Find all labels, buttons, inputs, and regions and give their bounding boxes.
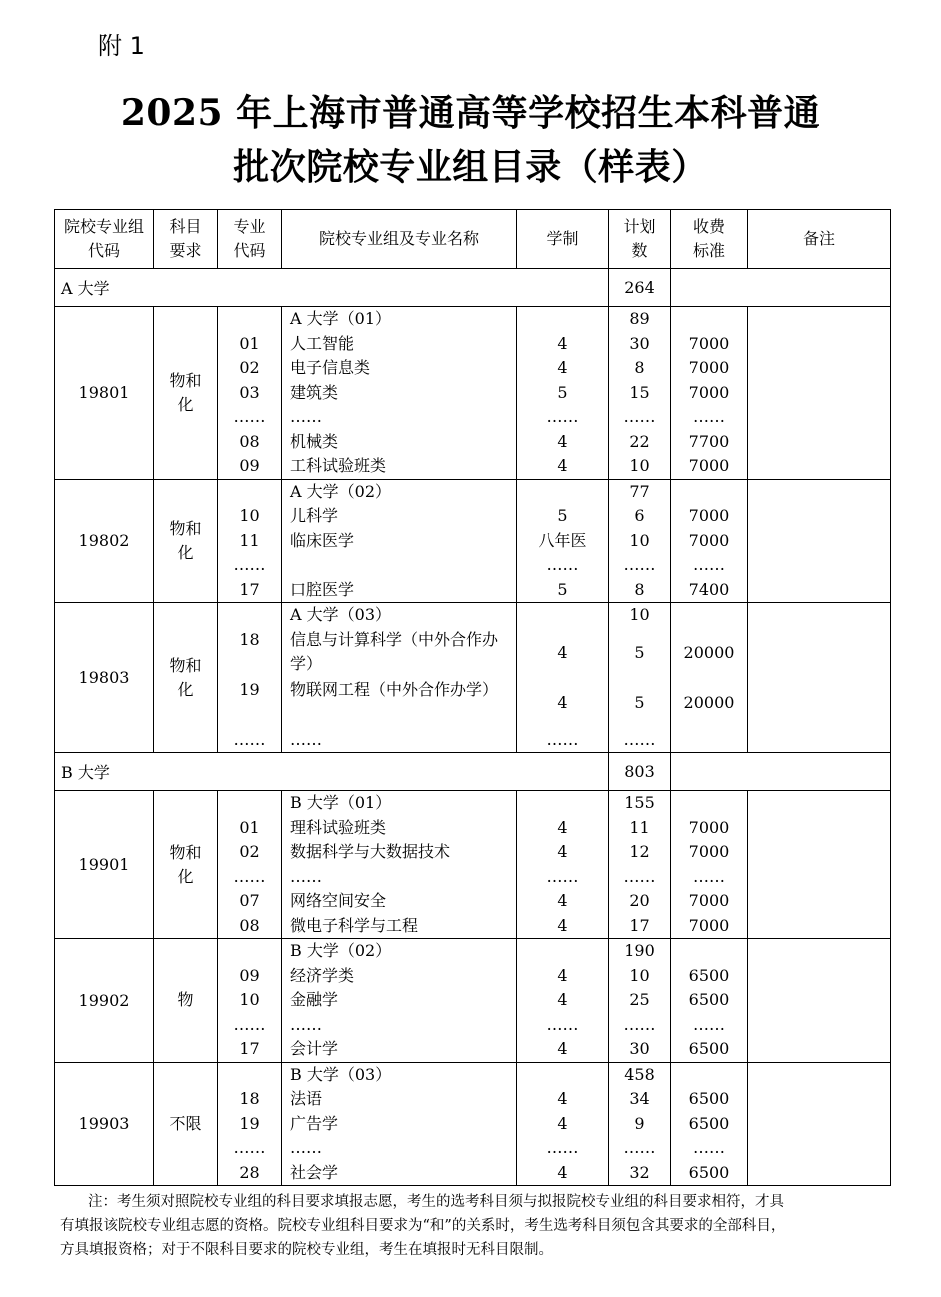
major-duration: …… bbox=[546, 729, 579, 749]
remark-cell bbox=[748, 479, 891, 603]
major-plan: 20 bbox=[629, 891, 650, 910]
subject-text: 物和化 bbox=[169, 655, 202, 699]
subject-text: 不限 bbox=[169, 1113, 202, 1133]
major-plan: 9 bbox=[634, 1113, 645, 1133]
major-duration: 4 bbox=[557, 1039, 568, 1058]
major-fee: 7400 bbox=[688, 579, 730, 599]
blank-line bbox=[671, 307, 747, 332]
blank-line bbox=[517, 791, 608, 816]
header-major-code: 专业代码 bbox=[218, 210, 282, 269]
major-code: 01 bbox=[239, 333, 260, 353]
plan-cell bbox=[609, 791, 671, 939]
major-code: …… bbox=[233, 1138, 266, 1157]
plan-cell bbox=[609, 479, 671, 603]
duration-cell bbox=[517, 307, 609, 480]
major-code: 02 bbox=[239, 358, 260, 377]
major-plan: 25 bbox=[629, 990, 650, 1009]
header-remark: 备注 bbox=[748, 210, 891, 269]
major-plan: …… bbox=[623, 1138, 656, 1157]
major-fee: 6500 bbox=[688, 1162, 730, 1182]
major-code: 02 bbox=[239, 842, 260, 861]
blank-line bbox=[517, 939, 608, 964]
major-name bbox=[282, 553, 516, 578]
major-plan: 10 bbox=[629, 530, 650, 550]
major-code-cell bbox=[218, 939, 282, 1063]
blank-line bbox=[517, 480, 608, 505]
footnote-line-2: 有填报该院校专业组志愿的资格。院校专业组科目要求为“和”的关系时，考生选考科目须包含其要求的全部科目， bbox=[60, 1218, 786, 1234]
duration-cell bbox=[517, 791, 609, 939]
remark-cell bbox=[748, 939, 891, 1063]
major-name: 社会学 bbox=[290, 1162, 339, 1182]
major-code: …… bbox=[233, 866, 266, 886]
major-duration: 4 bbox=[557, 431, 568, 451]
major-fee: 20000 bbox=[683, 692, 735, 712]
duration-cell bbox=[517, 1062, 609, 1186]
major-fee: …… bbox=[693, 866, 725, 886]
major-duration: …… bbox=[546, 1138, 579, 1157]
major-fee: 6500 bbox=[688, 990, 730, 1009]
major-code: 17 bbox=[239, 1039, 260, 1058]
attachment-label: 附 1 bbox=[98, 32, 145, 60]
major-fee: 7000 bbox=[688, 333, 730, 353]
fee-cell bbox=[671, 479, 748, 603]
major-duration: 4 bbox=[557, 891, 568, 910]
major-fee: …… bbox=[693, 407, 725, 426]
remark-cell bbox=[748, 603, 891, 753]
major-duration: 5 bbox=[557, 382, 568, 402]
university-row bbox=[55, 753, 891, 791]
blank-line bbox=[671, 939, 747, 964]
header-subject: 科目要求 bbox=[154, 210, 218, 269]
major-plan: 10 bbox=[629, 456, 650, 475]
blank-line bbox=[218, 939, 281, 964]
group-row bbox=[55, 791, 891, 939]
major-name: 儿科学 bbox=[290, 506, 339, 525]
major-plan: …… bbox=[623, 866, 656, 886]
subject-requirement bbox=[154, 791, 218, 939]
major-code: 01 bbox=[239, 817, 260, 837]
major-name: 数据科学与大数据技术 bbox=[290, 842, 451, 861]
major-plan: 8 bbox=[634, 579, 645, 599]
major-name-cell bbox=[282, 791, 517, 939]
major-code: 19 bbox=[239, 1113, 260, 1133]
major-code: 10 bbox=[239, 506, 260, 525]
duration-cell bbox=[517, 479, 609, 603]
major-name: 临床医学 bbox=[290, 530, 355, 550]
major-plan: 5 bbox=[634, 642, 645, 662]
remark-cell bbox=[748, 791, 891, 939]
major-code: …… bbox=[233, 407, 266, 426]
major-fee: 7000 bbox=[688, 506, 730, 525]
catalog-table bbox=[54, 209, 891, 1186]
major-name: …… bbox=[290, 866, 322, 886]
major-plan: …… bbox=[623, 729, 656, 749]
document-title-line-2: 批次院校专业组目录（样表） bbox=[233, 146, 708, 188]
major-fee: 7000 bbox=[688, 817, 730, 837]
major-name: 工科试验班类 bbox=[290, 456, 387, 475]
major-name: 机械类 bbox=[290, 431, 339, 451]
major-code: 09 bbox=[239, 456, 260, 475]
major-duration: 4 bbox=[557, 692, 568, 712]
major-code: 08 bbox=[239, 915, 260, 935]
major-fee: 6500 bbox=[688, 1039, 730, 1058]
major-plan: …… bbox=[623, 555, 656, 574]
major-name-cell bbox=[282, 479, 517, 603]
university-name: B 大学 bbox=[55, 753, 609, 791]
group-title: B 大学（02） bbox=[290, 941, 392, 960]
major-plan: 17 bbox=[629, 915, 650, 935]
major-duration: …… bbox=[546, 1014, 579, 1034]
major-fee: 6500 bbox=[688, 965, 730, 985]
major-fee: 7000 bbox=[688, 358, 730, 377]
group-title: A 大学（02） bbox=[290, 481, 392, 501]
blank-line bbox=[671, 480, 747, 505]
plan-cell bbox=[609, 603, 671, 753]
group-row bbox=[55, 939, 891, 1063]
major-duration: 4 bbox=[557, 1089, 568, 1108]
blank-line bbox=[671, 603, 747, 628]
major-name: 物联网工程（中外合作办学） bbox=[290, 679, 499, 699]
group-title: A 大学（01） bbox=[290, 309, 392, 328]
major-duration: 4 bbox=[557, 915, 568, 935]
major-code: 08 bbox=[239, 431, 260, 451]
header-plan: 计划数 bbox=[609, 210, 671, 269]
major-code: …… bbox=[233, 1014, 266, 1034]
blank-line bbox=[218, 791, 281, 816]
major-plan: 6 bbox=[634, 506, 645, 525]
major-code: 10 bbox=[239, 990, 260, 1009]
major-name: 经济学类 bbox=[290, 965, 355, 985]
major-plan: 12 bbox=[629, 842, 650, 861]
subject-requirement bbox=[154, 479, 218, 603]
major-name-cell bbox=[282, 1062, 517, 1186]
major-code-cell bbox=[218, 307, 282, 480]
university-row-blank bbox=[671, 269, 891, 307]
footnote-line-3: 方具填报资格；对于不限科目要求的院校专业组，考生在填报时无科目限制。 bbox=[60, 1242, 553, 1258]
remark-cell bbox=[748, 307, 891, 480]
plan-cell bbox=[609, 307, 671, 480]
header-row bbox=[55, 210, 891, 269]
header-group-code: 院校专业组代码 bbox=[55, 210, 154, 269]
major-code: …… bbox=[233, 555, 266, 574]
major-plan: 32 bbox=[629, 1162, 650, 1182]
major-duration: …… bbox=[546, 407, 579, 426]
major-plan: 34 bbox=[629, 1089, 650, 1108]
blank-line bbox=[671, 791, 747, 816]
major-plan: 15 bbox=[629, 382, 650, 402]
major-plan: 30 bbox=[629, 1039, 650, 1058]
major-code-cell bbox=[218, 791, 282, 939]
fee-cell bbox=[671, 791, 748, 939]
group-plan: 10 bbox=[629, 605, 650, 624]
group-title: B 大学（03） bbox=[290, 1064, 392, 1084]
major-name: 建筑类 bbox=[290, 382, 339, 402]
subject-requirement bbox=[154, 307, 218, 480]
group-code: 19901 bbox=[55, 791, 154, 939]
major-name: 微电子科学与工程 bbox=[290, 915, 419, 935]
group-title: A 大学（03） bbox=[290, 605, 392, 624]
blank-line bbox=[671, 1063, 747, 1088]
group-plan: 190 bbox=[624, 941, 655, 960]
group-code: 19803 bbox=[55, 603, 154, 753]
major-fee: 7000 bbox=[688, 915, 730, 935]
fee-cell bbox=[671, 939, 748, 1063]
major-name: 口腔医学 bbox=[290, 579, 355, 599]
major-name: …… bbox=[290, 729, 322, 749]
footnote-line-1: 注：考生须对照院校专业组的科目要求填报志愿，考生的选考科目须与拟报院校专业组的科目要求相符，才具 bbox=[88, 1194, 784, 1210]
major-duration: 4 bbox=[557, 817, 568, 837]
fee-cell bbox=[671, 307, 748, 480]
major-duration: 4 bbox=[557, 333, 568, 353]
major-name-cell bbox=[282, 603, 517, 753]
group-row bbox=[55, 479, 891, 603]
major-name: 法语 bbox=[290, 1089, 323, 1108]
major-duration: 4 bbox=[557, 965, 568, 985]
major-plan: 11 bbox=[629, 817, 650, 837]
major-name: 广告学 bbox=[290, 1113, 339, 1133]
major-fee: 7000 bbox=[688, 456, 730, 475]
major-name: …… bbox=[290, 1138, 322, 1157]
major-duration: 4 bbox=[557, 1113, 568, 1133]
group-plan: 458 bbox=[624, 1064, 655, 1084]
major-name-cell bbox=[282, 939, 517, 1063]
major-name: …… bbox=[290, 1014, 322, 1034]
group-title: B 大学（01） bbox=[290, 793, 392, 812]
major-duration: …… bbox=[546, 555, 579, 574]
subject-requirement bbox=[154, 939, 218, 1063]
blank-line bbox=[517, 603, 608, 628]
university-name: A 大学 bbox=[55, 269, 609, 307]
group-plan: 155 bbox=[624, 793, 655, 812]
subject-requirement bbox=[154, 1062, 218, 1186]
major-name: 金融学 bbox=[290, 990, 339, 1009]
major-plan: 8 bbox=[634, 358, 645, 377]
subject-text: 物 bbox=[177, 990, 194, 1010]
major-fee: 7000 bbox=[688, 530, 730, 550]
university-total-plan: 264 bbox=[609, 269, 671, 307]
major-fee: 7700 bbox=[688, 431, 730, 451]
plan-cell bbox=[609, 939, 671, 1063]
group-code: 19801 bbox=[55, 307, 154, 480]
major-fee: 7000 bbox=[688, 842, 730, 861]
group-row bbox=[55, 307, 891, 480]
major-duration: 4 bbox=[557, 1162, 568, 1182]
subject-text: 物和化 bbox=[169, 370, 202, 414]
major-fee: …… bbox=[693, 555, 725, 574]
group-plan: 89 bbox=[629, 309, 650, 328]
remark-cell bbox=[748, 1062, 891, 1186]
major-code: 11 bbox=[239, 530, 260, 550]
major-code: 28 bbox=[239, 1162, 260, 1182]
university-row bbox=[55, 269, 891, 307]
subject-text: 物和化 bbox=[169, 842, 202, 886]
document-title-line-1: 2025 年上海市普通高等学校招生本科普通 bbox=[120, 92, 821, 134]
major-name: 人工智能 bbox=[290, 333, 355, 353]
plan-cell bbox=[609, 1062, 671, 1186]
blank-line bbox=[517, 307, 608, 332]
major-code: 18 bbox=[239, 629, 260, 649]
major-fee: 6500 bbox=[688, 1113, 730, 1133]
duration-cell bbox=[517, 603, 609, 753]
blank-line bbox=[218, 480, 281, 505]
university-row-blank bbox=[671, 753, 891, 791]
major-code: 17 bbox=[239, 579, 260, 599]
group-code: 19802 bbox=[55, 479, 154, 603]
university-total-plan: 803 bbox=[609, 753, 671, 791]
duration-cell bbox=[517, 939, 609, 1063]
blank-line bbox=[218, 1063, 281, 1088]
major-name: 电子信息类 bbox=[290, 358, 371, 377]
major-plan: 30 bbox=[629, 333, 650, 353]
major-duration: 八年医 bbox=[538, 530, 587, 550]
major-plan: 10 bbox=[629, 965, 650, 985]
header-name: 院校专业组及专业名称 bbox=[282, 210, 517, 269]
major-name: 信息与计算科学（中外合作办学） bbox=[290, 629, 499, 673]
major-code-cell bbox=[218, 1062, 282, 1186]
subject-text: 物和化 bbox=[169, 518, 202, 562]
fee-cell bbox=[671, 1062, 748, 1186]
major-fee: 20000 bbox=[683, 642, 735, 662]
major-plan: …… bbox=[623, 407, 656, 426]
group-row bbox=[55, 1062, 891, 1186]
major-name: 会计学 bbox=[290, 1039, 339, 1058]
blank-line bbox=[218, 603, 281, 628]
group-code: 19902 bbox=[55, 939, 154, 1063]
major-code: 07 bbox=[239, 891, 260, 910]
fee-cell bbox=[671, 603, 748, 753]
major-duration: 4 bbox=[557, 358, 568, 377]
major-code: 09 bbox=[239, 965, 260, 985]
major-plan: 5 bbox=[634, 692, 645, 712]
major-code: …… bbox=[233, 729, 266, 749]
major-duration: 5 bbox=[557, 579, 568, 599]
major-duration: …… bbox=[546, 866, 579, 886]
major-code: 18 bbox=[239, 1089, 260, 1108]
major-plan: 22 bbox=[629, 431, 650, 451]
major-name: 网络空间安全 bbox=[290, 891, 387, 910]
blank-line bbox=[218, 307, 281, 332]
major-code-cell bbox=[218, 479, 282, 603]
major-fee bbox=[671, 728, 747, 753]
major-name: 理科试验班类 bbox=[290, 817, 387, 837]
major-fee: …… bbox=[693, 1138, 725, 1157]
footnote bbox=[60, 1190, 890, 1262]
major-duration: 4 bbox=[557, 642, 568, 662]
header-fee: 收费标准 bbox=[671, 210, 748, 269]
blank-line bbox=[517, 1063, 608, 1088]
major-plan: …… bbox=[623, 1014, 656, 1034]
major-fee: 6500 bbox=[688, 1089, 730, 1108]
major-code: 03 bbox=[239, 382, 260, 402]
major-fee: …… bbox=[693, 1014, 725, 1034]
subject-requirement bbox=[154, 603, 218, 753]
major-duration: 4 bbox=[557, 842, 568, 861]
major-name: …… bbox=[290, 407, 322, 426]
major-duration: 4 bbox=[557, 456, 568, 475]
header-duration: 学制 bbox=[517, 210, 609, 269]
group-plan: 77 bbox=[629, 481, 650, 501]
major-code: 19 bbox=[239, 679, 260, 699]
major-name-cell bbox=[282, 307, 517, 480]
major-duration: 5 bbox=[557, 506, 568, 525]
major-code-cell bbox=[218, 603, 282, 753]
major-fee: 7000 bbox=[688, 891, 730, 910]
group-code: 19903 bbox=[55, 1062, 154, 1186]
major-fee: 7000 bbox=[688, 382, 730, 402]
group-row bbox=[55, 603, 891, 753]
major-duration: 4 bbox=[557, 990, 568, 1009]
